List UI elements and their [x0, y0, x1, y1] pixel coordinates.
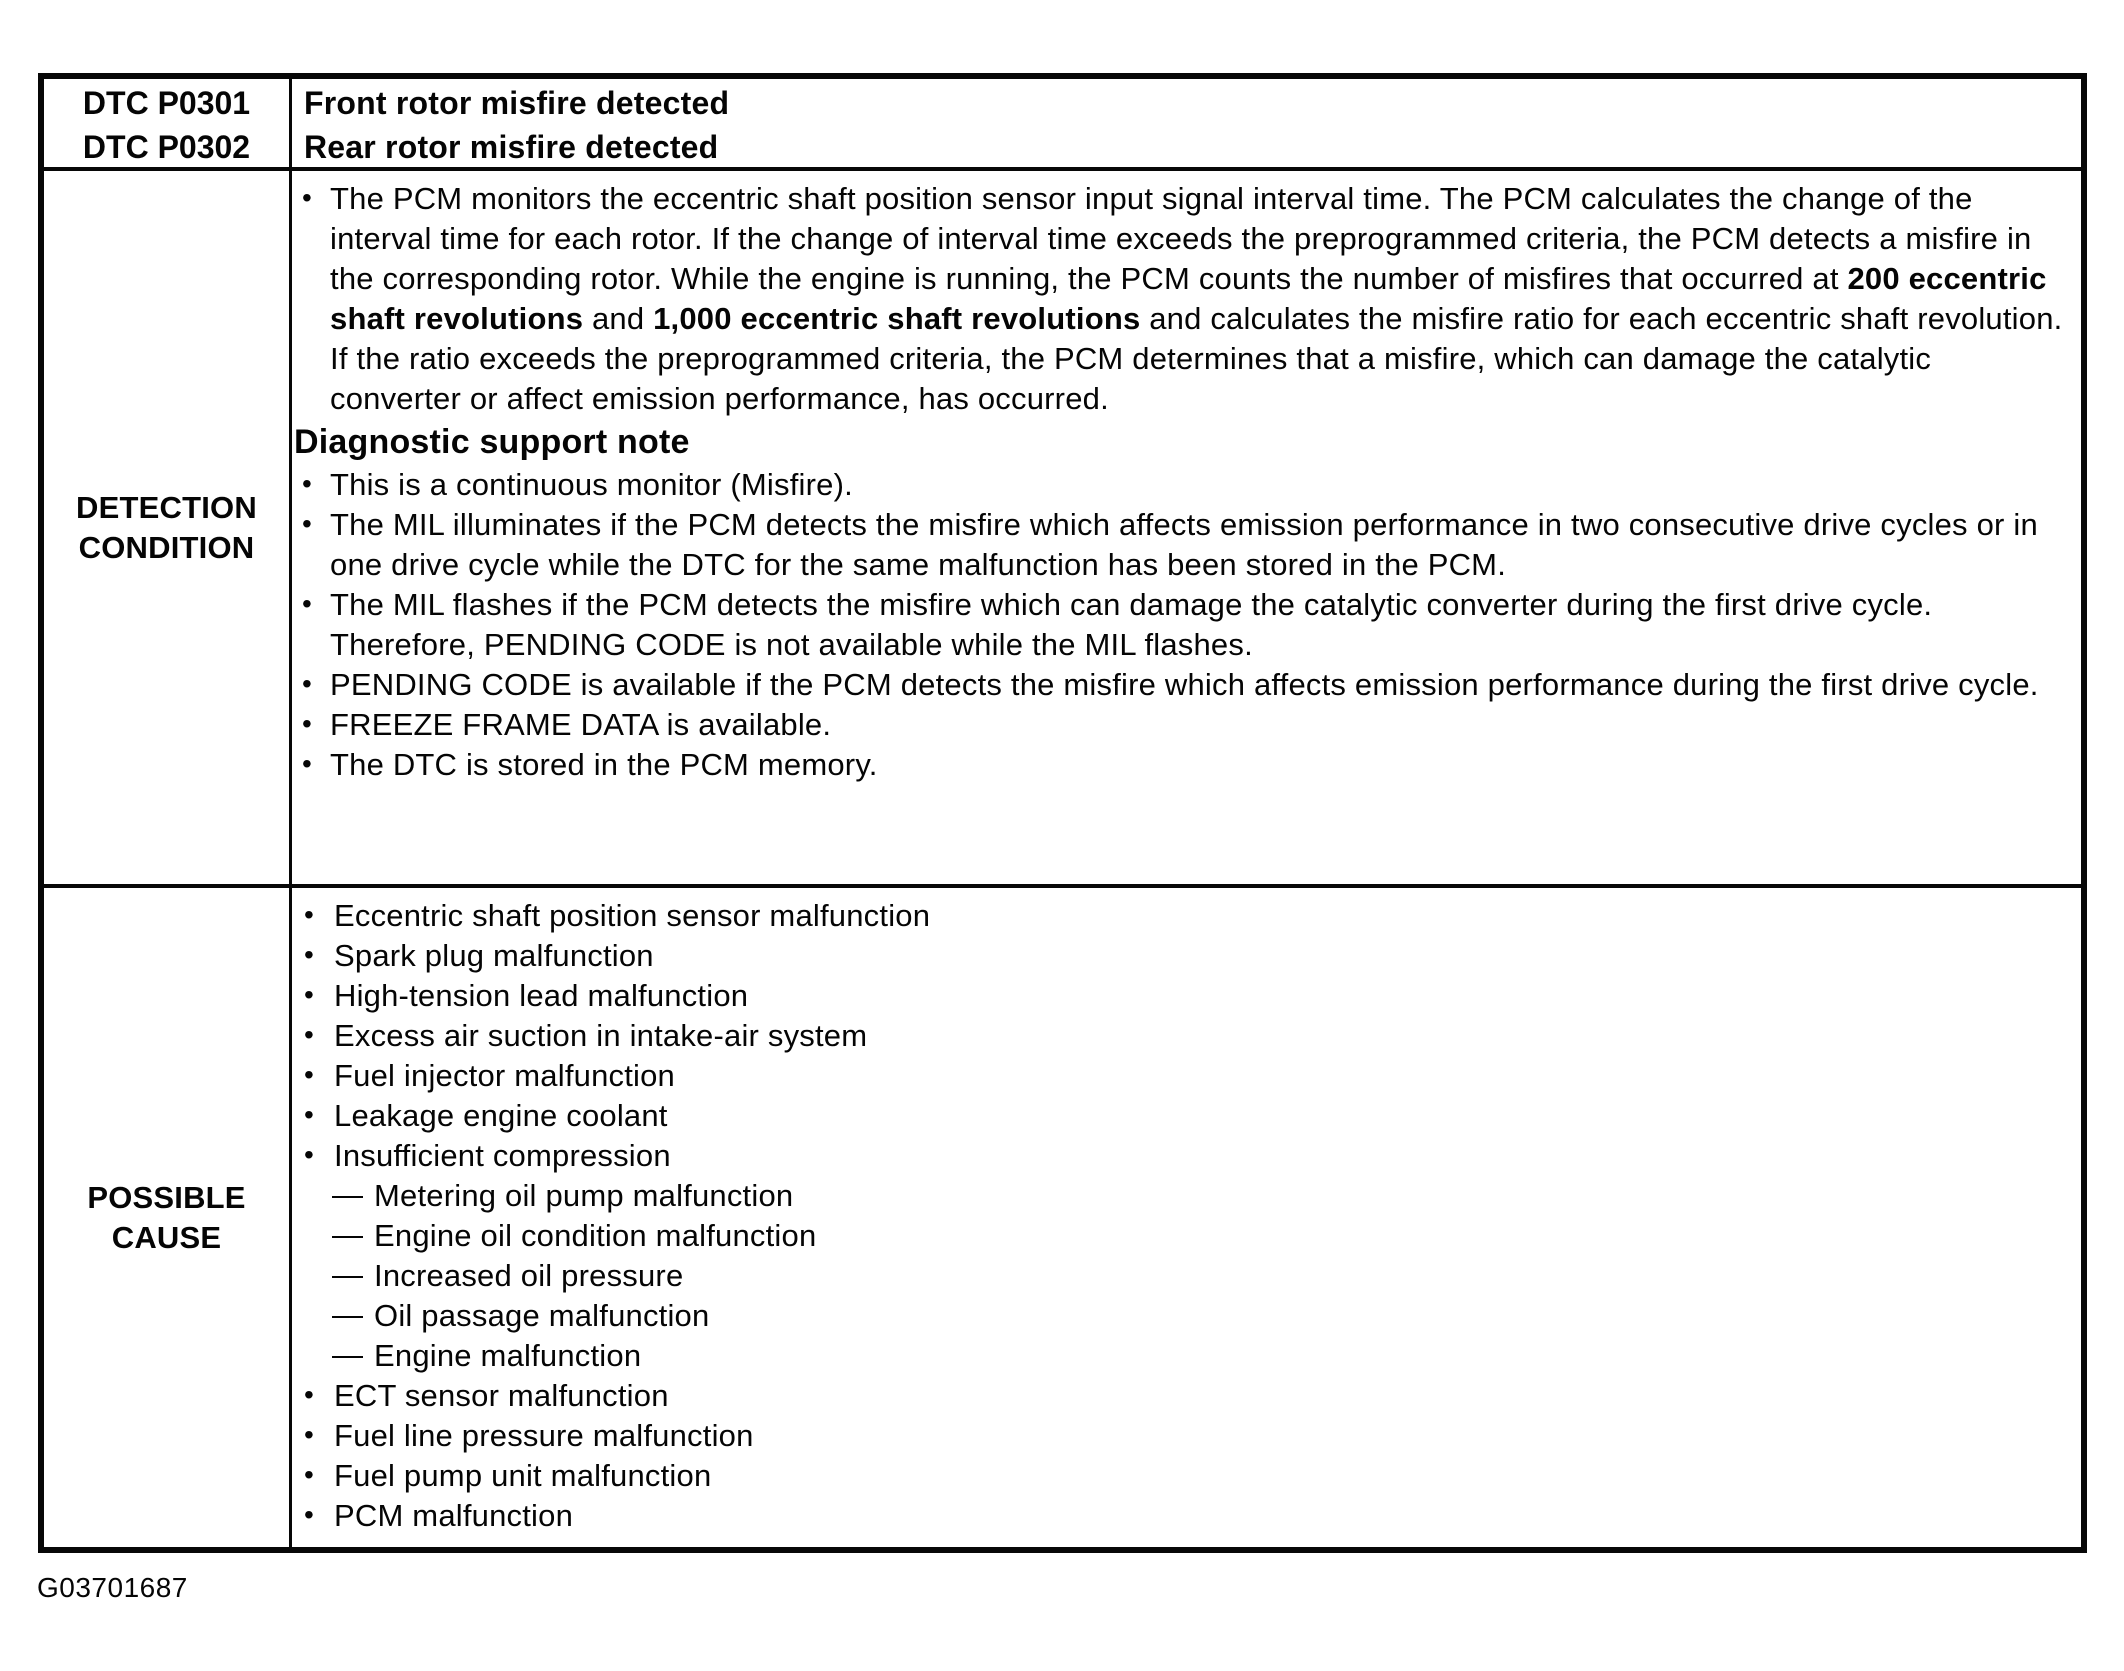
list-item: • Fuel line pressure malfunction	[294, 1416, 2065, 1456]
dash-icon: —	[332, 1257, 364, 1292]
list-item: • Eccentric shaft position sensor malfunction	[294, 896, 2065, 936]
bullet-icon: •	[302, 508, 313, 539]
bullet-icon: •	[304, 939, 315, 970]
list-item	[294, 179, 2065, 419]
possible-cause-row	[44, 888, 2081, 1547]
detection-intro-list	[294, 179, 2065, 419]
list-item: • PCM malfunction	[294, 1496, 2065, 1536]
dash-icon: —	[332, 1297, 364, 1332]
list-item: • High-tension lead malfunction	[294, 976, 2065, 1016]
row-label-condition: CONDITION	[78, 529, 255, 565]
bullet-icon: •	[304, 1139, 315, 1170]
dash-icon: —	[332, 1337, 364, 1372]
list-sub-item: — Engine oil condition malfunction	[332, 1217, 817, 1253]
bullet-icon: •	[302, 182, 313, 213]
bullet-icon: •	[302, 588, 313, 619]
bullet-icon: •	[302, 748, 313, 779]
list-item: • FREEZE FRAME DATA is available.	[294, 705, 2065, 745]
dtc-code-cell	[44, 79, 292, 171]
list-item: • Spark plug malfunction	[294, 936, 2065, 976]
diagnostic-support-note-heading: Diagnostic support note	[294, 423, 690, 461]
list-item: • Fuel pump unit malfunction	[294, 1456, 2065, 1496]
bullet-icon: •	[302, 668, 313, 699]
dtc-code-p0302: DTC P0302	[82, 129, 251, 165]
dtc-header-row	[44, 79, 2081, 171]
dtc-description-rear: Rear rotor misfire detected	[304, 129, 719, 165]
bullet-icon: •	[302, 468, 313, 499]
row-label-cause: CAUSE	[111, 1219, 222, 1255]
dash-icon: —	[332, 1177, 364, 1212]
bullet-icon: •	[304, 979, 315, 1010]
dtc-description-cell	[292, 79, 2081, 171]
bullet-icon: •	[304, 1019, 315, 1050]
list-item: • Insufficient compression	[294, 1136, 2065, 1176]
list-sub-item: — Engine malfunction	[332, 1337, 642, 1373]
list-item: • This is a continuous monitor (Misfire).	[294, 465, 2065, 505]
possible-cause-label-cell	[44, 888, 292, 1547]
dtc-table	[38, 73, 2087, 1553]
dtc-code-p0301: DTC P0301	[82, 85, 251, 121]
bullet-icon: •	[302, 708, 313, 739]
list-item: • Leakage engine coolant	[294, 1096, 2065, 1136]
possible-cause-content	[292, 888, 2081, 1547]
bullet-icon: •	[304, 1419, 315, 1450]
figure-id: G03701687	[37, 1572, 188, 1603]
list-item: • PENDING CODE is available if the PCM detects the misfire which affects emission performance during the first drive cycle.	[294, 665, 2065, 705]
bullet-icon: •	[304, 1459, 315, 1490]
row-label-detection: DETECTION	[76, 489, 257, 525]
list-item: • Fuel injector malfunction	[294, 1056, 2065, 1096]
bullet-icon: •	[304, 1099, 315, 1130]
diagnostic-support-note-list	[294, 465, 2065, 785]
dash-icon: —	[332, 1217, 364, 1252]
list-item: • The DTC is stored in the PCM memory.	[294, 745, 2065, 785]
bullet-icon: •	[304, 1059, 315, 1090]
possible-cause-list	[294, 896, 2065, 1536]
list-sub-item: — Oil passage malfunction	[332, 1297, 710, 1333]
detection-intro-text: The PCM monitors the eccentric shaft position sensor input signal interval time. The PCM calculates the change of the interval time for each rotor. If the change of interval time exceeds the preprogrammed criteria, the PCM detects a misfire in the corresponding rotor. While the engine is running, the PCM counts the number of misfires that occurred at 200 eccentric shaft revolutions and 1,000 eccentric shaft revolutions and calculates the misfire ratio for each eccentric shaft revolution. If the ratio exceeds the preprogrammed criteria, the PCM determines that a misfire, which can damage the catalytic converter or affect emission performance, has occurred.	[330, 181, 2063, 416]
list-item: • The MIL flashes if the PCM detects the misfire which can damage the catalytic converter during the first drive cycle. Therefore, PENDING CODE is not available while the MIL flashes.	[294, 585, 2065, 665]
list-item: • Excess air suction in intake-air system	[294, 1016, 2065, 1056]
list-sub-item: — Increased oil pressure	[332, 1257, 684, 1293]
dtc-description-front: Front rotor misfire detected	[304, 85, 730, 121]
detection-condition-content	[292, 171, 2081, 884]
bullet-icon: •	[304, 899, 315, 930]
detection-condition-row	[44, 171, 2081, 888]
list-item: • The MIL illuminates if the PCM detects the misfire which affects emission performance in two consecutive drive cycles or in one drive cycle while the DTC for the same malfunction has been stored in the PCM.	[294, 505, 2065, 585]
row-label-possible: POSSIBLE	[87, 1179, 246, 1215]
bullet-icon: •	[304, 1499, 315, 1530]
bullet-icon: •	[304, 1379, 315, 1410]
list-item: • ECT sensor malfunction	[294, 1376, 2065, 1416]
list-sub-item: — Metering oil pump malfunction	[332, 1177, 794, 1213]
detection-condition-label-cell	[44, 171, 292, 884]
